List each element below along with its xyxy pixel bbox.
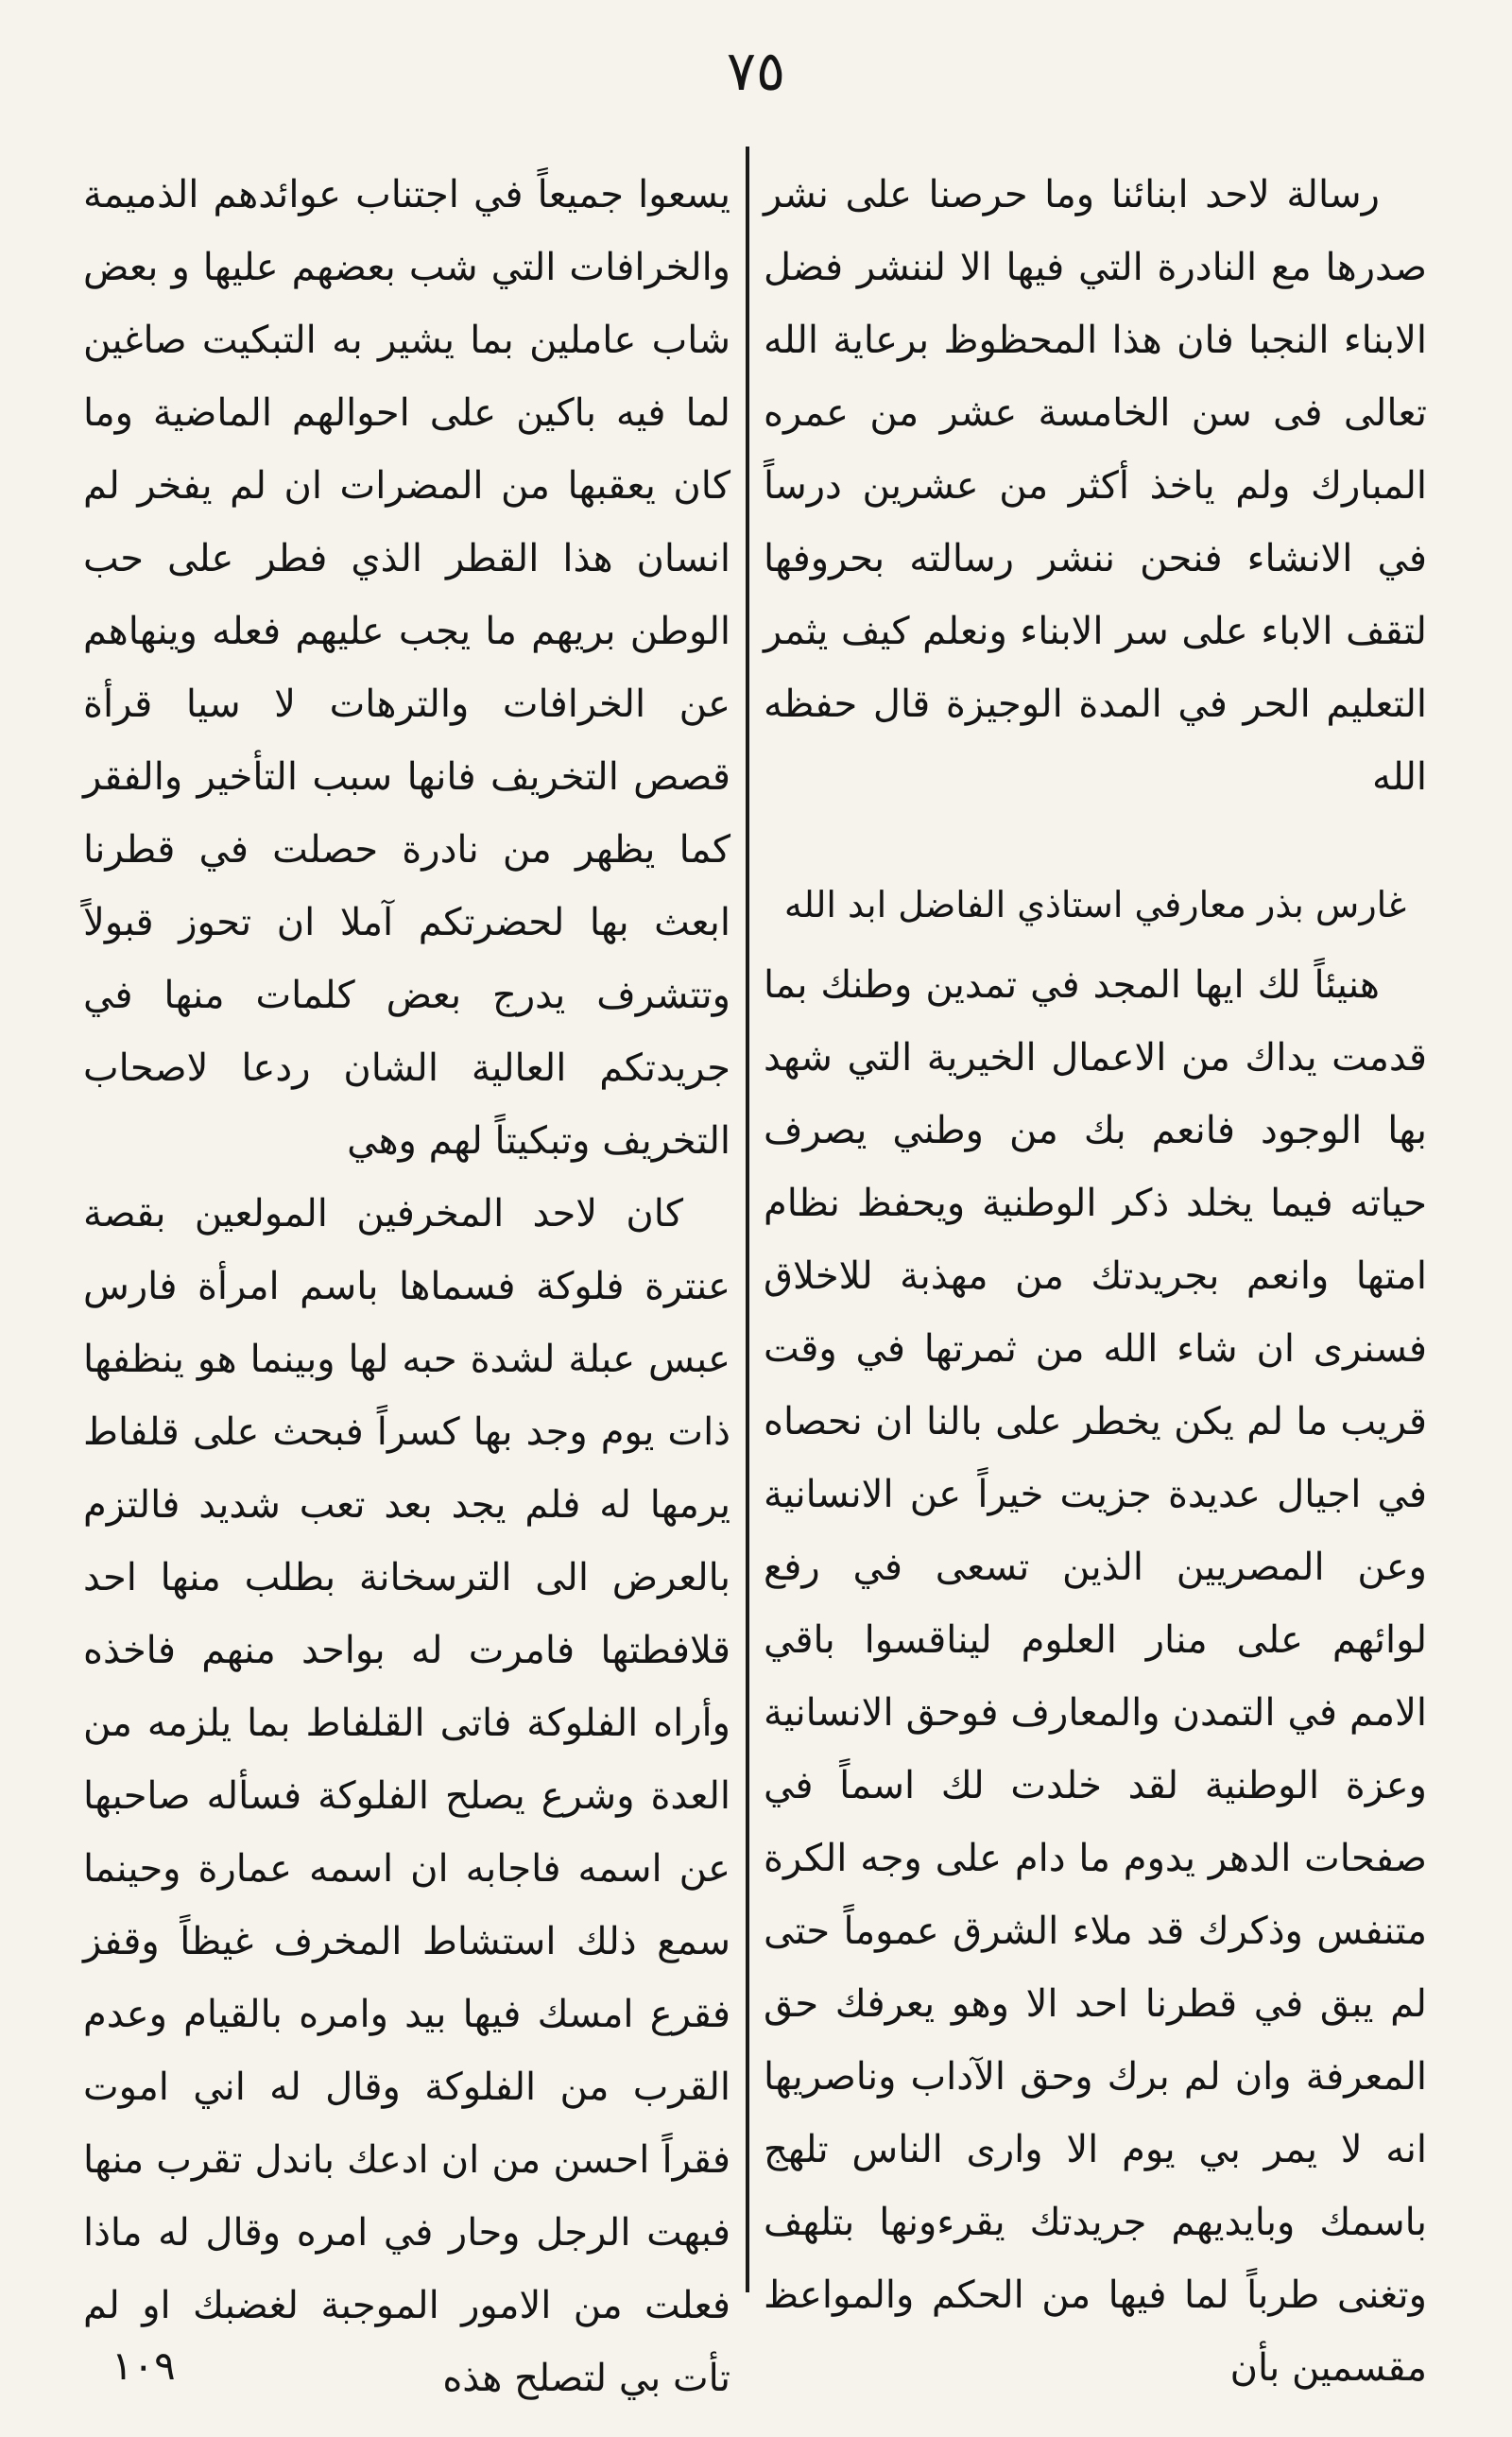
letter-paragraph: هنيئاً لك ايها المجد في تمدين وطنك بما قدمت يداك من الاعمال الخيرية التي شهد بها الوجود فانعم بك من وطني يصرف حياته فيما يخلد ذكر الوطنية ويحفظ نظام امتها وانعم بجريدتك من مهذبة للاخلاق فسنرى ان شاء الله من ثمرتها في وقت قريب ما لم يكن يخطر على بالنا ان نحصاه في اجيال عديدة جزيت خيراً عن الانسانية وعن المصريين الذين تسعى في رفع لوائهم على منار العلوم ليناقسوا باقي الامم في التمدن والمعارف فوحق الانسانية وعزة الوطنية لقد خلدت لك اسماً في صفحات الدهر يدوم ما دام على وجه الكرة متنفس وذكرك قد ملاء الشرق عموماً حتى لم يبق في قطرنا احد الا وهو يعرفك حق المعرفة وان لم برك وحق الآداب وناصريها انه لا يمر بي يوم الا وارى الناس تلهج باسمك وبايديهم جريدتك يقرءونها بتلهف وتغنى طرباً لما فيها من الحكم والمواعظ مقسمين بأن	[764, 963, 1427, 2390]
intro-paragraph: رسالة لاحد ابنائنا وما حرصنا على نشر صدرها مع النادرة التي فيها الا لننشر فضل الابناء النجبا فان هذا المحظوظ برعاية الله تعالى فى سن الخامسة عشر من عمره المبارك ولم ياخذ أكثر من عشرين درساً في الانشاء فنحن ننشر رسالته بحروفها لتقف الاباء على سر الابناء ونعلم كيف يثمر التعليم الحر في المدة الوجيزة قال حفظه الله	[764, 173, 1427, 799]
page-number-top: ٧٥	[726, 39, 786, 103]
letter-salutation: غارس بذر معارفي استاذي الفاضل ابد الله	[783, 884, 1407, 925]
continuation-paragraph: يسعوا جميعاً في اجتناب عوائدهم الذميمة والخرافات التي شب بعضهم عليها و بعض شاب عاملين بما يشير به التبكيت صاغين لما فيه باكين على احوالهم الماضية وما كان يعقبها من المضرات ان لم يفخر لم انسان هذا القطر الذي فطر على حب الوطن بريهم ما يجب عليهم فعله وينهاهم عن الخرافات والترهات لا سيا قرأة قصص التخريف فانها سبب التأخير والفقر كما يظهر من نادرة حصلت في قطرنا ابعث بها لحضرتكم آملا ان تحوز قبولاً وتتشرف يدرج بعض كلمات منها في جريدتكم العالية الشان ردعا لاصحاب التخريف وتبكيتاً لهم وهي	[83, 173, 730, 1163]
right-column	[764, 159, 1427, 2390]
page-number-bottom: ١٠٩	[112, 2342, 176, 2389]
column-divider	[746, 147, 749, 2292]
anecdote-paragraph: كان لاحد المخرفين المولعين بقصة عنترة فلوكة فسماها باسم امرأة فارس عبس عبلة لشدة حبه لها وبينما هو ينظفها ذات يوم وجد بها كسراً فبحث على قلفاط يرمها له فلم يجد بعد تعب شديد فالتزم بالعرض الى الترسخانة بطلب منها احد قلافطتها فامرت له بواحد منهم فاخذه وأراه الفلوكة فاتى القلفاط بما يلزمه من العدة وشرع يصلح الفلوكة فسأله صاحبها عن اسمه فاجابه ان اسمه عمارة وحينما سمع ذلك استشاط المخرف غيظاً وقفز فقرع امسك فيها بيد وامره بالقيام وعدم القرب من الفلوكة وقال له اني اموت فقراً احسن من ان ادعك باندل تقرب منها فبهت الرجل وحار في امره وقال له ماذا فعلت من الامور الموجبة لغضبك او لم تأت بي لتصلح هذه	[83, 1192, 730, 2400]
